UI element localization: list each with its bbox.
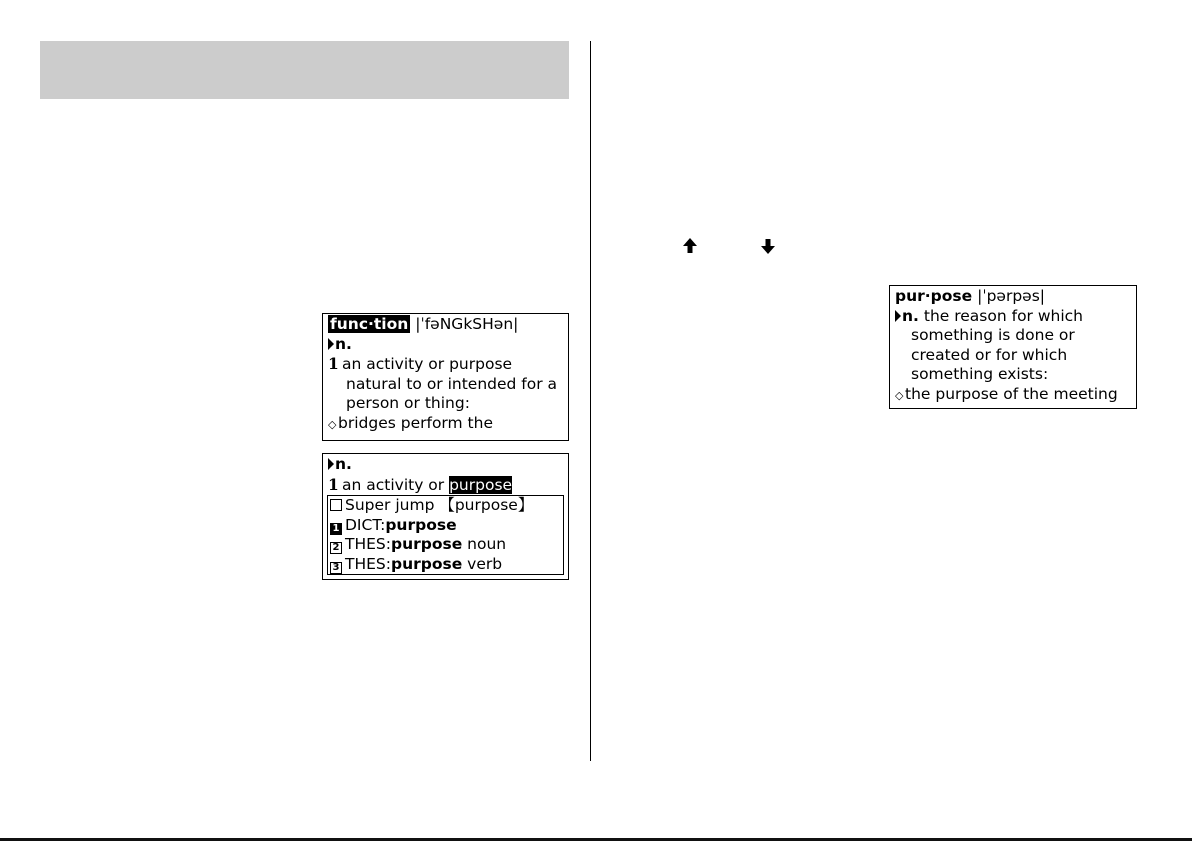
option-number-icon: 2 — [330, 542, 342, 554]
definition-prefix: an activity or — [342, 475, 450, 494]
example-diamond-icon: ◇ — [895, 388, 904, 402]
down-arrow-icon — [759, 237, 777, 255]
column-divider — [590, 41, 591, 761]
lcd-screen-jump-menu — [322, 453, 569, 580]
example-text: bridges perform the — [338, 413, 493, 432]
pronunciation: |ˈfəNGkSHən| — [415, 315, 519, 333]
part-of-speech-line — [328, 455, 563, 475]
option-label: DICT: — [345, 515, 386, 534]
header-bar — [40, 41, 569, 99]
jump-options-popup — [327, 495, 564, 575]
jump-option-thes-verb[interactable] — [330, 555, 561, 575]
option-suffix: noun — [462, 535, 507, 553]
sense-line — [328, 354, 563, 375]
triangle-marker-icon — [328, 338, 334, 350]
lcd-screen-purpose — [889, 285, 1137, 409]
definition-line: something exists: — [911, 365, 1049, 383]
example-line — [328, 414, 563, 435]
definition-line: the reason for which — [923, 306, 1084, 325]
option-suffix: 【purpose】 — [439, 496, 534, 514]
example-diamond-icon: ◇ — [328, 417, 337, 431]
option-label: Super jump — [345, 496, 440, 514]
example-text: the purpose of the meeting — [905, 384, 1118, 403]
definition-line: something is done or — [911, 326, 1075, 344]
part-of-speech: n. — [902, 306, 919, 325]
sense-number: 1 — [328, 474, 339, 494]
part-of-speech: n. — [335, 455, 352, 473]
highlighted-word[interactable]: purpose — [449, 475, 513, 494]
checkbox-icon — [330, 499, 342, 511]
option-number-icon: 1 — [330, 523, 342, 535]
option-word: purpose — [390, 554, 463, 573]
headword: pur·pose — [895, 287, 973, 305]
definition-line: person or thing: — [346, 394, 470, 412]
triangle-marker-icon — [328, 458, 334, 470]
lcd-screen-function — [322, 313, 569, 441]
jump-option-dict[interactable] — [330, 516, 561, 536]
up-arrow-icon — [681, 237, 699, 255]
sense-number: 1 — [328, 354, 339, 373]
entry-headline — [895, 287, 1131, 307]
part-of-speech: n. — [335, 334, 352, 353]
option-suffix: verb — [462, 554, 503, 573]
sense-line — [328, 475, 563, 496]
option-word: purpose — [385, 515, 457, 534]
part-of-speech-line — [895, 307, 1131, 327]
triangle-marker-icon — [895, 310, 901, 322]
definition-line: natural to or intended for a — [346, 374, 558, 393]
entry-headline — [328, 315, 563, 335]
part-of-speech-line — [328, 335, 563, 355]
definition-line: created or for which — [911, 345, 1068, 364]
jump-option-super[interactable] — [330, 496, 561, 516]
headword: func·tion — [330, 315, 409, 333]
pronunciation: |ˈpərpəs| — [977, 287, 1045, 305]
jump-option-thes-noun[interactable] — [330, 535, 561, 555]
option-label: THES: — [345, 535, 391, 553]
option-word: purpose — [390, 535, 463, 553]
definition-line: an activity or purpose — [342, 355, 513, 373]
option-number-icon: 3 — [330, 562, 342, 574]
example-line — [895, 385, 1131, 406]
option-label: THES: — [345, 554, 391, 573]
